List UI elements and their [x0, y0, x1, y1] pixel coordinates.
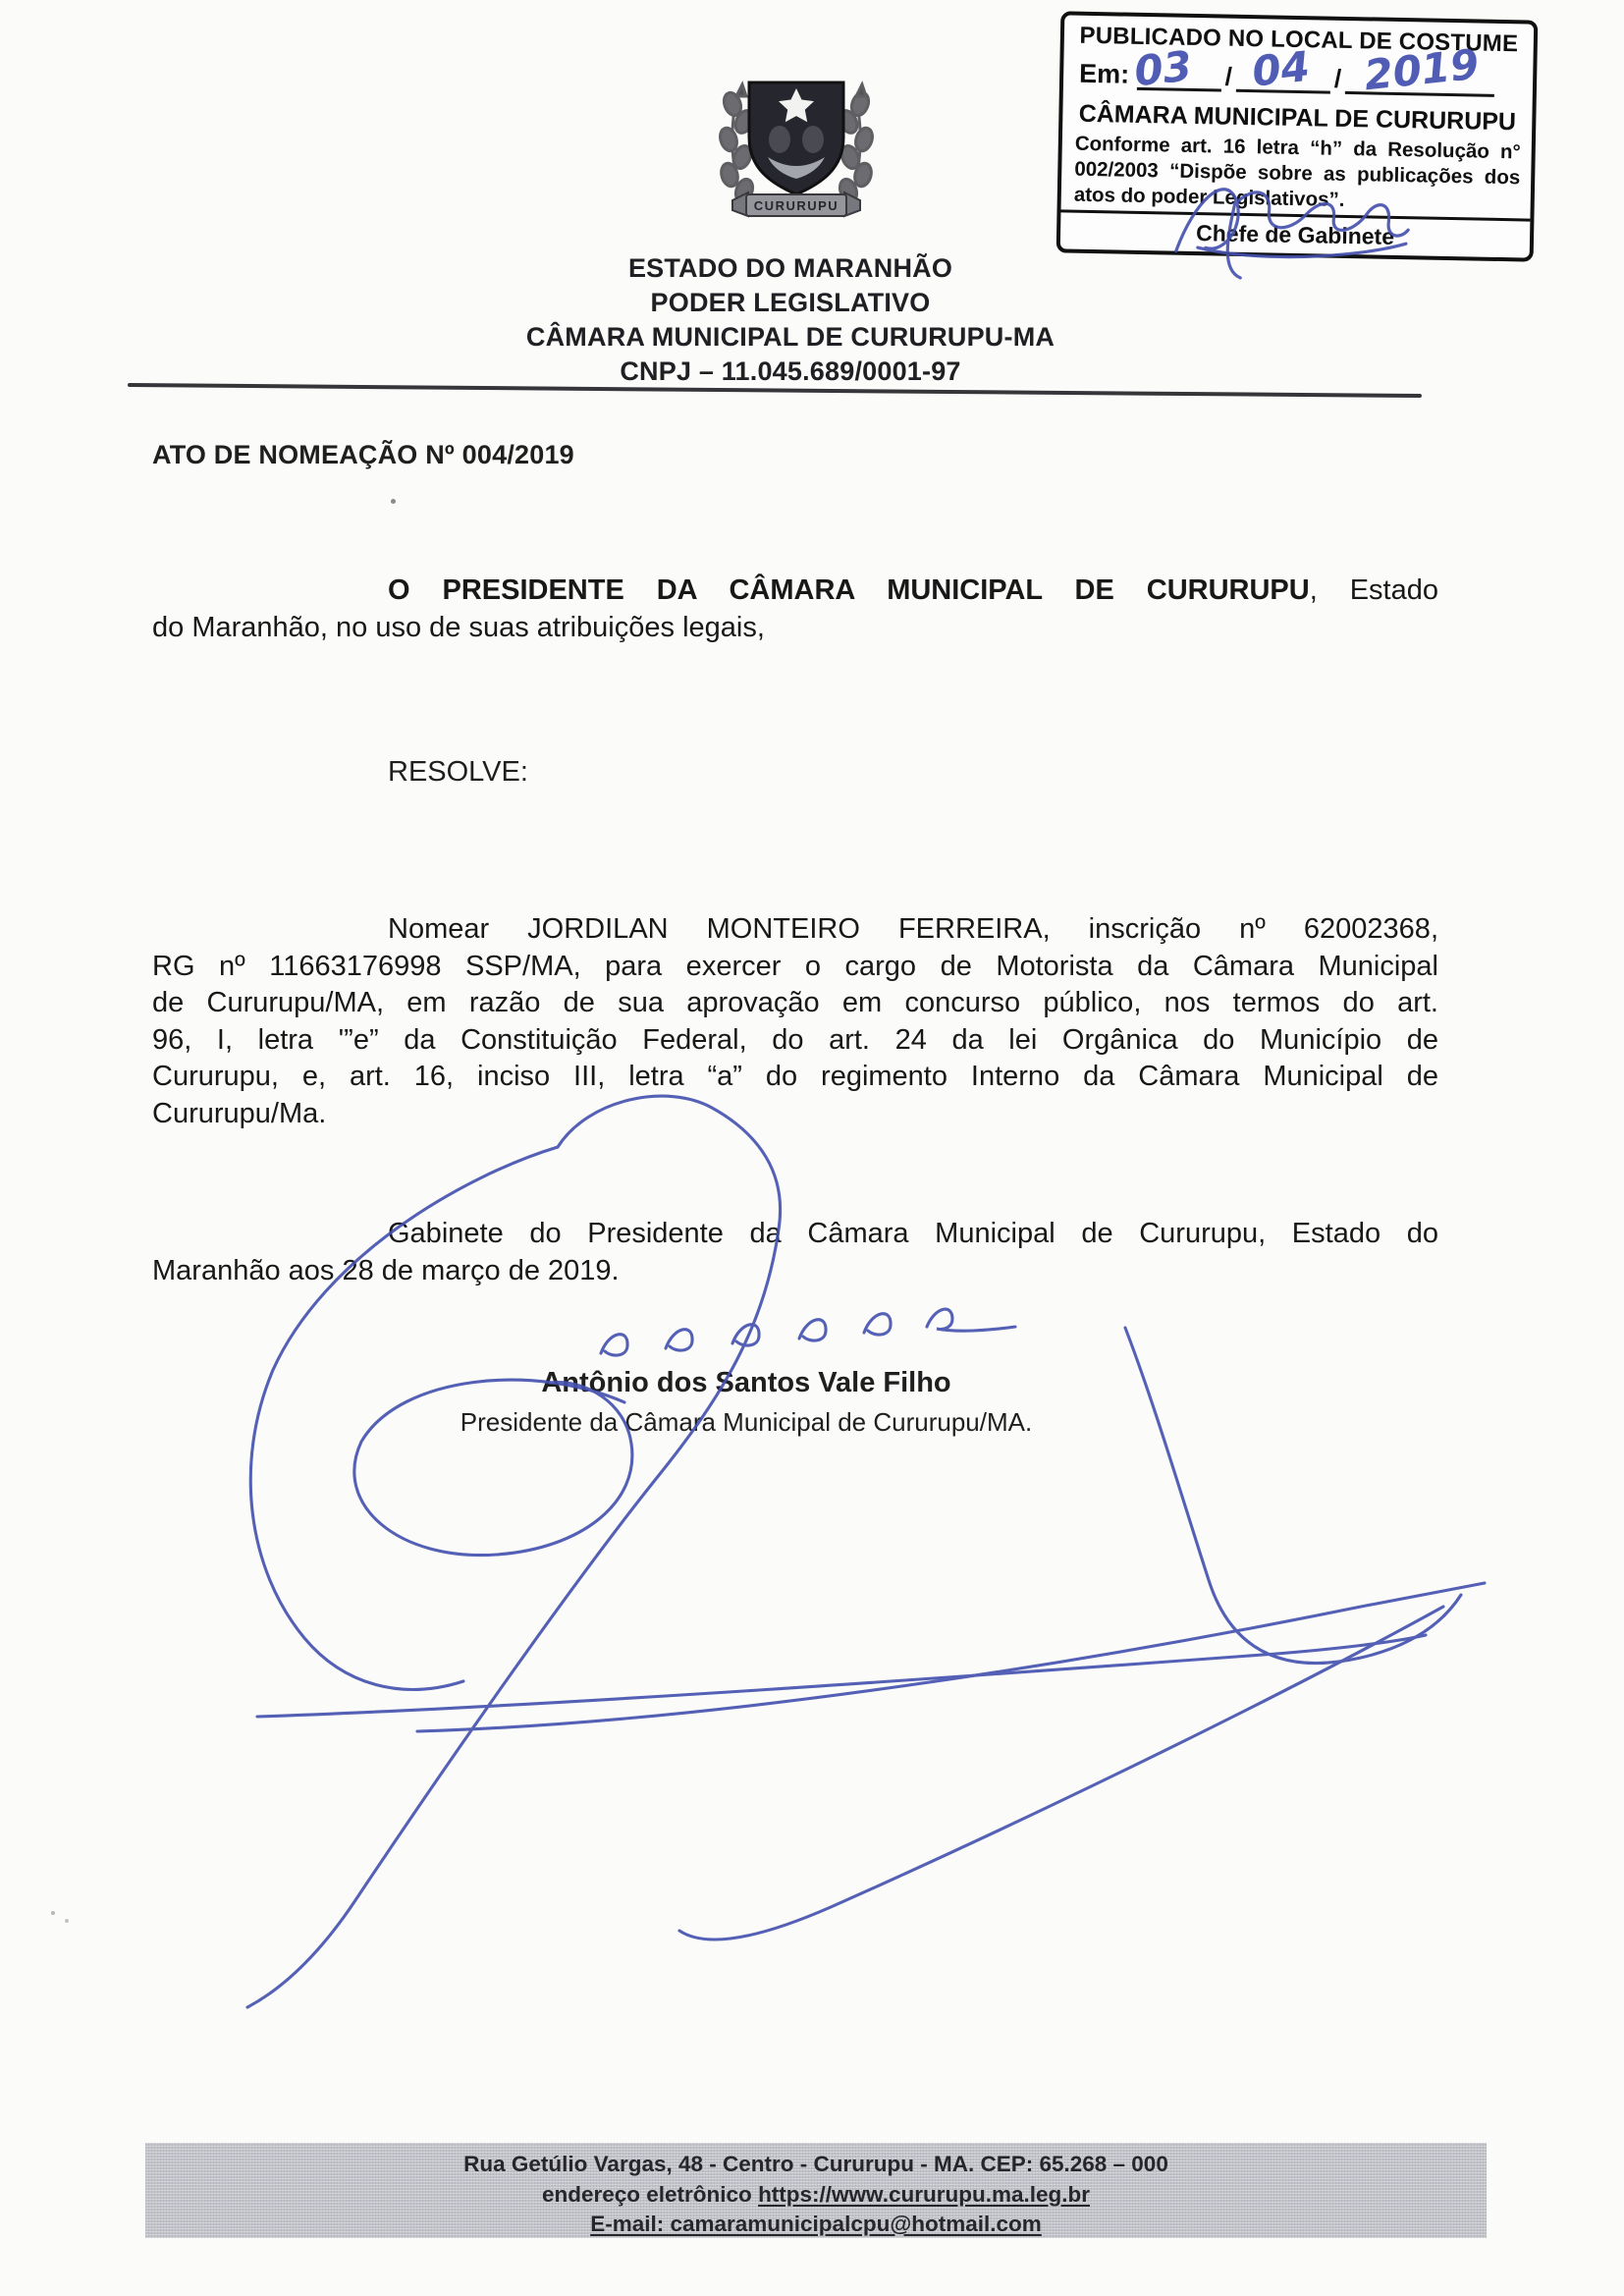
footer-email-address: camaramunicipalcpu@hotmail.com	[670, 2212, 1042, 2236]
letterhead-branch: PODER LEGISLATIVO	[650, 288, 931, 317]
stamp-title: PUBLICADO NO LOCAL DE COSTUME	[1079, 22, 1519, 58]
scan-speck	[65, 1919, 69, 1923]
text-line	[152, 573, 1438, 610]
preamble-tail: , Estado	[1309, 574, 1438, 606]
footer-email-label: E-mail:	[590, 2212, 671, 2236]
footer-website-url: https://www.cururupu.ma.leg.br	[758, 2182, 1090, 2207]
handwritten-month: 04	[1249, 41, 1313, 96]
text-line: Cururupu, e, art. 16, inciso III, letra “a” do regimento Interno da Câmara Municipal de	[152, 1061, 1438, 1092]
paragraph-preamble	[152, 573, 1438, 646]
letterhead-org: CÂMARA MUNICIPAL DE CURURUPU-MA	[525, 322, 1056, 352]
footer-website-label: endereço eletrônico	[541, 2182, 759, 2207]
paragraph-place-date	[152, 1216, 1438, 1289]
date-slash: /	[1224, 61, 1233, 91]
text-line: Nomear JORDILAN MONTEIRO FERREIRA, inscrição nº 62002368,	[388, 913, 1438, 945]
publication-stamp	[1056, 11, 1539, 261]
emblem-banner-text: CURURUPU	[753, 198, 839, 213]
resolve-heading: RESOLVE:	[388, 756, 528, 788]
stamp-org: CÂMARA MUNICIPAL DE CURURUPU	[1078, 99, 1517, 137]
handwritten-year: 2019	[1362, 39, 1482, 100]
letterhead-state: ESTADO DO MARANHÃO	[627, 253, 953, 283]
stamp-legal-text: Conforme art. 16 letra “h” da Resolução n° 002/2003 “Dispõe sobre as publicações dos atos do poder Legislativos”.	[1073, 132, 1521, 211]
footer-bar	[145, 2143, 1487, 2238]
coat-of-arms	[703, 57, 890, 234]
footer-email-line	[145, 2212, 1487, 2237]
handwritten-day: 03	[1131, 41, 1195, 96]
stamp-signer-role-label: Chefe de Gabinete	[1195, 220, 1395, 249]
letterhead	[452, 251, 1129, 389]
date-slash: /	[1333, 63, 1342, 93]
text-line: 96, I, letra '”e” da Constituição Federal, do art. 24 da lei Orgânica do Município de	[152, 1023, 1438, 1056]
letterhead-cnpj: CNPJ – 11.045.689/0001-97	[620, 356, 961, 386]
document-title: ATO DE NOMEAÇÃO Nº 004/2019	[152, 440, 574, 469]
text-line: RG nº 11663176998 SSP/MA, para exercer o cargo de Motorista da Câmara Municipal	[152, 950, 1438, 982]
footer-website-line	[145, 2182, 1487, 2208]
president-bold-text: O PRESIDENTE DA CÂMARA MUNICIPAL DE CURURUPU	[388, 574, 1310, 606]
text-line: Maranhão aos 28 de março de 2019.	[152, 1254, 620, 1286]
text-line: do Maranhão, no uso de suas atribuições legais,	[152, 611, 765, 643]
stamp-date-label: Em:	[1078, 58, 1130, 89]
text-line: Cururupu/Ma.	[152, 1097, 327, 1129]
signer-role: Presidente da Câmara Municipal de Cururupu/MA.	[460, 1407, 1033, 1437]
paragraph-appointment	[152, 911, 1438, 1132]
footer-address: Rua Getúlio Vargas, 48 - Centro - Cururupu - MA. CEP: 65.268 – 000	[463, 2152, 1168, 2176]
signer-name: Antônio dos Santos Vale Filho	[541, 1367, 951, 1398]
text-line: de Cururupu/MA, em razão de sua aprovação em concurso público, nos termos do art.	[152, 987, 1438, 1018]
text-line: Gabinete do Presidente da Câmara Municipal de Cururupu, Estado do	[388, 1218, 1438, 1249]
scan-speck	[391, 499, 396, 504]
stamp-signature-ink	[1060, 15, 1534, 257]
scan-speck	[51, 1911, 55, 1915]
